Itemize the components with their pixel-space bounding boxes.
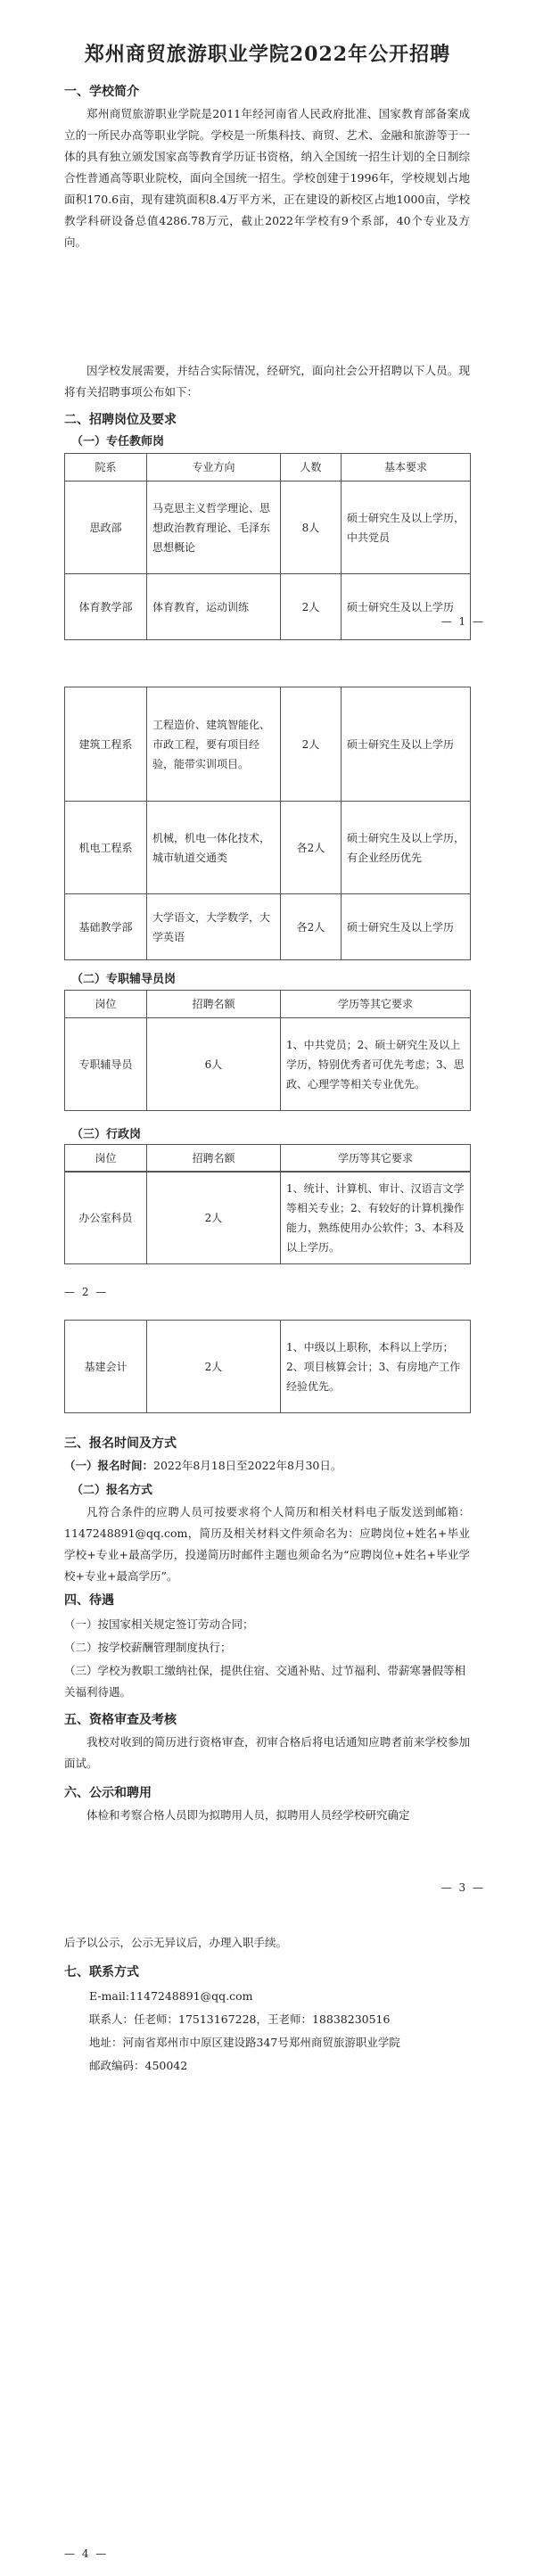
teacher-post-heading: （一）专任教师岗 <box>71 435 165 449</box>
section-1-heading: 一、学校简介 <box>64 85 139 99</box>
document-page-3 <box>0 1275 535 1913</box>
count-cell: 2人 <box>281 687 342 802</box>
table-header-row <box>65 454 471 481</box>
qualification-review-text: 我校对收到的简历进行资格审查，初审合格后将电话通知应聘者前来学校参加面试。 <box>64 1735 470 1770</box>
col-header-quota: 招聘名额 <box>147 991 281 1018</box>
department-cell: 体育教学部 <box>65 574 147 640</box>
table-header-row <box>65 1145 471 1173</box>
benefit-item: （二）按学校薪酬管理制度执行； <box>64 1641 232 1654</box>
col-header-quota: 招聘名额 <box>147 1145 281 1173</box>
department-cell: 机电工程系 <box>65 802 147 894</box>
table-row <box>65 1018 471 1111</box>
table-row <box>65 574 471 640</box>
count-cell: 8人 <box>281 481 342 574</box>
school-intro-paragraph: 郑州商贸旅游职业学院是2011年经河南省人民政府批准、国家教育部备案成立的一所民办高等职业学院。学校是一所集科技、商贸、艺术、金融和旅游等于一体的具有独立颁发国家高等教育学历证书资格，纳入全国统一招生计划的全日制综合性普通高等职业院校，面向全国统一招生。学校创建于1996年，学校规划占地面积170.6亩，现有建筑面积8.4万平方米，正在建设的新校区占地1000亩，学校教学科研设备总值4286.78万元，截止2022年学校有9个系部，40个专业及方向。 <box>64 107 470 249</box>
quota-cell: 2人 <box>147 1172 281 1264</box>
document-title: 郑州商贸旅游职业学院2022年公开招聘 <box>84 43 451 66</box>
major-cell: 大学语文，大学数学，大学英语 <box>147 894 281 960</box>
page-number: — 3 — <box>440 1881 485 1894</box>
section-2-heading: 二、招聘岗位及要求 <box>64 413 177 427</box>
col-header-major: 专业方向 <box>147 454 281 481</box>
major-cell: 工程造价、建筑智能化、市政工程，要有项目经验，能带实训项目。 <box>147 687 281 802</box>
col-header-post: 岗位 <box>65 991 147 1018</box>
post-cell: 专职辅导员 <box>65 1018 147 1111</box>
contact-email: E-mail:1147248891@qq.com <box>89 1989 253 2003</box>
department-cell: 建筑工程系 <box>65 687 147 802</box>
document-page-4 <box>0 1913 535 2576</box>
table-row <box>65 481 471 574</box>
col-header-count: 人数 <box>281 454 342 481</box>
contact-address: 地址：河南省郑州市中原区建设路347号郑州商贸旅游职业学院 <box>89 2036 400 2049</box>
page-number: — 2 — <box>64 1286 109 1298</box>
department-cell: 基础教学部 <box>65 894 147 960</box>
requirement-cell: 1、中级以上职称，本科以上学历；2、项目核算会计；3、有房地产工作经验优先。 <box>281 1321 471 1413</box>
contact-postcode: 邮政编码：450042 <box>89 2059 188 2072</box>
requirement-cell: 硕士研究生及以上学历 <box>342 894 471 960</box>
major-cell: 马克思主义哲学理论、思想政治教育理论、毛泽东思想概论 <box>147 481 281 574</box>
col-header-requirement: 基本要求 <box>342 454 471 481</box>
section-6-heading: 六、公示和聘用 <box>64 1786 152 1800</box>
table-row <box>65 687 471 802</box>
publicity-text: 体检和考察合格人员即为拟聘用人员，拟聘用人员经学校研究确定 <box>86 1808 410 1822</box>
teacher-post-table-continued <box>64 687 471 960</box>
contact-persons: 联系人：任老师：17513167228，王老师：18838230516 <box>89 2012 391 2026</box>
publicity-text-continued: 后予以公示，公示无异议后，办理入职手续。 <box>64 1936 288 1949</box>
col-header-requirement: 学历等其它要求 <box>281 1145 471 1173</box>
post-cell: 基建会计 <box>65 1321 147 1413</box>
registration-time <box>64 1455 470 1477</box>
department-cell: 思政部 <box>65 481 147 574</box>
table-row <box>65 1172 471 1264</box>
page-number: — 1 — <box>440 615 485 628</box>
benefit-item: （一）按国家相关规定签订劳动合同； <box>64 1617 254 1631</box>
registration-method-heading: （二）报名方式 <box>71 1484 153 1497</box>
major-cell: 体育教育，运动训练 <box>147 574 281 640</box>
admin-post-table-body <box>64 1171 471 1264</box>
count-cell: 2人 <box>281 574 342 640</box>
col-header-post: 岗位 <box>65 1145 147 1173</box>
requirement-cell: 硕士研究生及以上学历 <box>342 687 471 802</box>
section-7-heading: 七、联系方式 <box>64 1965 139 1979</box>
quota-cell: 2人 <box>147 1321 281 1413</box>
table-row <box>65 802 471 894</box>
table-row <box>65 1321 471 1413</box>
section-4-heading: 四、待遇 <box>64 1593 114 1608</box>
quota-cell: 6人 <box>147 1018 281 1111</box>
registration-method-text: 凡符合条件的应聘人员可按要求将个人简历和相关材料电子版发送到邮箱：1147248891@qq.com，简历及相关材料文件须命名为：应聘岗位+姓名+毕业学校+专业+最高学历，投递简历时邮件主题也须命名为“应聘岗位+姓名+毕业学校+专业+最高学历”。 <box>64 1505 470 1583</box>
count-cell: 各2人 <box>281 802 342 894</box>
table-row <box>65 894 471 960</box>
admin-post-heading: （三）行政岗 <box>71 1128 142 1141</box>
registration-time-label: （一）报名时间： <box>64 1459 154 1472</box>
requirement-cell: 硕士研究生及以上学历，有企业经历优先 <box>342 802 471 894</box>
admin-post-table <box>64 1144 471 1173</box>
requirement-cell: 1、统计、计算机、审计、汉语言文学等相关专业；2、有较好的计算机操作能力，熟练使用办公软件；3、本科及以上学历。 <box>281 1172 471 1264</box>
page-number: — 4 — <box>64 2547 109 2560</box>
table-header-row <box>65 991 471 1018</box>
recruitment-intro-paragraph: 因学校发展需要，并结合实际情况，经研究，面向社会公开招聘以下人员。现将有关招聘事项公布如下： <box>64 364 470 399</box>
document-page-1 <box>0 0 535 638</box>
major-cell: 机械，机电一体化技术，城市轨道交通类 <box>147 802 281 894</box>
benefit-item: （三）学校为教职工缴纳社保，提供住宿、交通补贴、过节福利、带薪寒暑假等相关福利待遇。 <box>64 1664 466 1699</box>
count-cell: 各2人 <box>281 894 342 960</box>
requirement-cell: 1、中共党员；2、硕士研究生及以上学历，特别优秀者可优先考虑；3、思政、心理学等相关专业优先。 <box>281 1018 471 1111</box>
counselor-post-table <box>64 990 471 1111</box>
col-header-department: 院系 <box>65 454 147 481</box>
admin-post-table-continued <box>64 1320 471 1413</box>
counselor-post-heading: （二）专职辅导员岗 <box>71 973 177 986</box>
requirement-cell: 硕士研究生及以上学历，中共党员 <box>342 481 471 574</box>
post-cell: 办公室科员 <box>65 1172 147 1264</box>
col-header-requirement: 学历等其它要求 <box>281 991 471 1018</box>
teacher-post-table <box>64 453 471 640</box>
requirement-cell: 硕士研究生及以上学历 <box>342 574 471 640</box>
section-3-heading: 三、报名时间及方式 <box>64 1436 177 1451</box>
section-5-heading: 五、资格审查及考核 <box>64 1713 177 1727</box>
registration-time-value: 2022年8月18日至2022年8月30日。 <box>153 1459 342 1472</box>
